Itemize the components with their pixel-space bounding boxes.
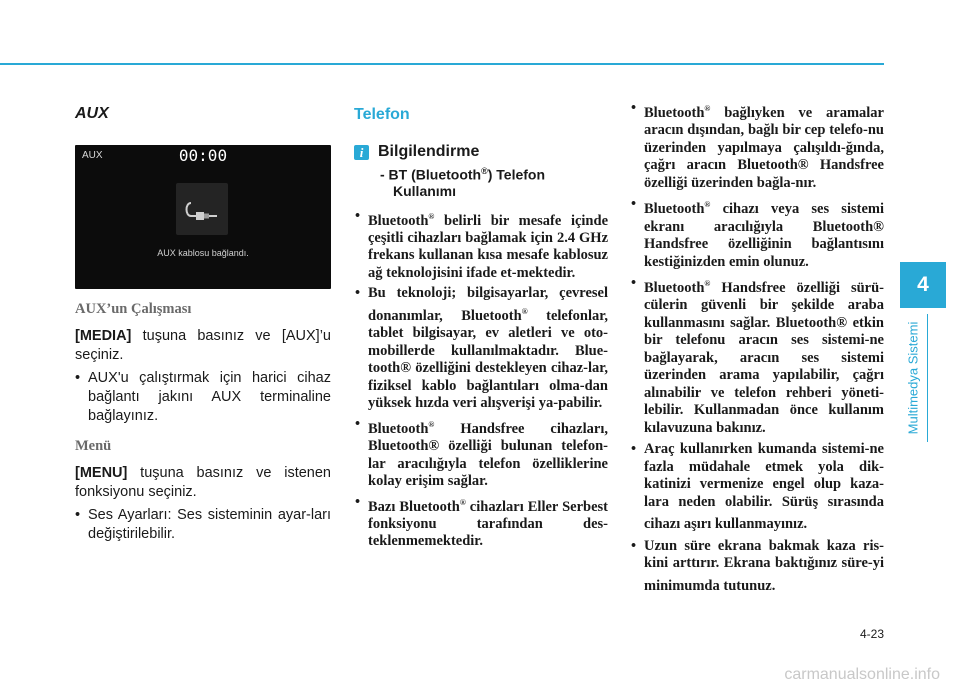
top-rule: [0, 63, 884, 65]
list-item: • Bluetooth® cihazı veya ses sistemi ekranı aracılığıyla Bluetooth® Handsfree özelliğinin bağlantısını kestiğinizden emin olunuz.: [630, 196, 884, 271]
screen-message: AUX kablosu bağlandı.: [157, 248, 249, 258]
chapter-label: Multimedya Sistemi: [905, 321, 921, 435]
info-subtitle: - BT (Bluetooth®) Telefon Kullanımı: [380, 166, 546, 199]
aux-operation-title: AUX’un Çalışması: [75, 301, 192, 317]
menu-bullets: [75, 506, 331, 544]
list-item: • Bluetooth® Handsfree özelliği sürü-cülerin güvenli bir şekilde araba kullanmasını sağlar. Bluetooth® etkin bir telefonu aracın ses sistemi-ne bağlayarak, aracın ses sistemi üzerinden arama yapılabilir, çağrı alınabilir ve telefon rehberi yöneti-lebilir. Kullanmadan önce kullanım kılavuzuna bakınız.: [630, 275, 884, 437]
page-number: 4-23: [859, 627, 884, 641]
watermark: carmanualsonline.info: [784, 666, 940, 683]
menu-text: [MENU] tuşuna basınız ve istenen fonksiyonu seçiniz.: [75, 465, 331, 500]
media-key: [MEDIA]: [75, 328, 132, 344]
list-item: • Bazı Bluetooth® cihazları Eller Serbest fonksiyonu tarafından des-teklenmemektedir.: [354, 494, 608, 551]
list-item: • Bluetooth® bağlıyken ve aramalar aracın dışından, bağlı bir cep telefo-nu üzerinden yapılmaya çalışıldı-ğında, çağrı aracın Bluetooth® Handsfree özelliği üzerinden bağla-nır.: [630, 100, 884, 192]
aux-heading: AUX: [75, 105, 109, 122]
aux-operation-bullets: [75, 369, 331, 426]
telefon-bullets: [354, 208, 608, 551]
chapter-tab: 4: [900, 262, 946, 308]
chapter-label-rule: [927, 314, 928, 442]
list-item: • Bluetooth® Handsfree cihazları, Bluetooth® özelliği bulunan telefon-lar aracılığıyla telefon özelliklerine kolay erişim sağlar.: [354, 416, 608, 491]
aux-operation-text: [MEDIA] tuşuna basınız ve [AUX]’u seçiniz.: [75, 328, 331, 363]
info-icon: i: [354, 145, 369, 160]
menu-title: Menü: [75, 438, 112, 454]
aux-screen: [75, 145, 331, 289]
column-aux: [75, 100, 331, 550]
list-item: • Araç kullanırken kumanda sistemi-ne fazla müdahale etmek yola dik-katinizi vermenize engel olup kaza-lara neden olabilir. Sürüş sırasında cihazı aşırı kullanmayınız.: [630, 441, 884, 533]
screen-source-label: AUX: [82, 150, 103, 161]
column-continued: [630, 100, 884, 599]
continued-bullets: [630, 100, 884, 595]
info-title: Bilgilendirme: [378, 143, 480, 160]
screen-clock: 00:00: [178, 146, 228, 165]
telefon-heading: Telefon: [354, 106, 410, 123]
column-telefon: [354, 100, 608, 554]
info-box: [354, 142, 608, 162]
list-item: • Ses Ayarları: Ses sisteminin ayar-ları değiştirilebilir.: [75, 506, 331, 544]
list-item: • Bluetooth® belirli bir mesafe içinde çeşitli cihazları bağlamak için 2.4 GHz frekans kullanan kısa mesafe kablosuz ağ teknolojisini ifade et-mektedir.: [354, 208, 608, 283]
list-item: • Bu teknoloji; bilgisayarlar, çevresel donanımlar, Bluetooth® telefonlar, tablet bilgisayar, ev aletleri ve oto-mobillerde kullanılmaktadır. Blue-tooth® özelliğini destekleyen cihaz-lar, fiziksel kablo bağlantıları olma-dan yüksek hızda veri alışverişi ya-pabilir.: [354, 285, 608, 412]
list-item: • Uzun süre ekrana bakmak kaza ris-kini arttırır. Ekrana baktığınız süre-yi minimumda tutunuz.: [630, 538, 884, 595]
aux-cable-icon: [176, 183, 228, 235]
menu-key: [MENU]: [75, 465, 128, 481]
list-item: • AUX'u çalıştırmak için harici cihaz bağlantı jakını AUX terminaline bağlayınız.: [75, 369, 331, 426]
